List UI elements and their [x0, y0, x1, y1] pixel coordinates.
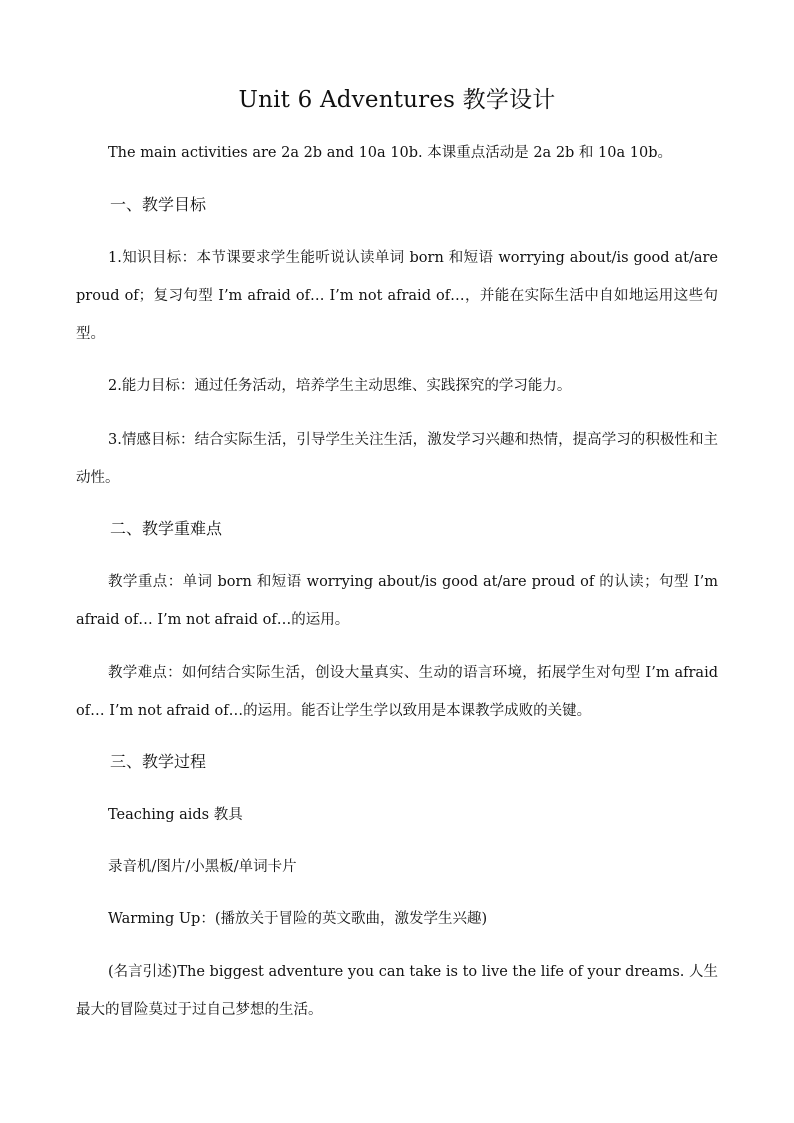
knowledge-goal-paragraph: 1.知识目标：本节课要求学生能听说认读单词 born 和短语 worrying about/is good at/are proud of；复习句型 I’m afraid of… I’m not afraid of…，并能在实际生活中自如地运用这些句型。	[76, 250, 718, 342]
key-point-paragraph: 教学重点：单词 born 和短语 worrying about/is good at/are proud of 的认读；句型 I’m afraid of… I’m not afraid of…的运用。	[76, 574, 718, 628]
section-heading-key-points: 二、教学重难点	[110, 519, 223, 538]
warming-up-paragraph: Warming Up：(播放关于冒险的英文歌曲，激发学生兴趣)	[108, 911, 488, 927]
difficult-point-paragraph: 教学难点：如何结合实际生活，创设大量真实、生动的语言环境，拓展学生对句型 I’m afraid of… I’m not afraid of…的运用。能否让学生学以致用是本课教学成败的关键。	[76, 665, 718, 719]
intro-paragraph: The main activities are 2a 2b and 10a 10b. 本课重点活动是 2a 2b 和 10a 10b。	[108, 145, 672, 161]
teaching-aids-label: Teaching aids 教具	[108, 807, 243, 823]
emotion-goal-paragraph: 3.情感目标：结合实际生活，引导学生关注生活，激发学习兴趣和热情，提高学习的积极性和主动性。	[76, 432, 718, 486]
quote-paragraph: (名言引述)The biggest adventure you can take is to live the life of your dreams. 人生最大的冒险莫过于过自己梦想的生活。	[76, 964, 718, 1018]
section-heading-process: 三、教学过程	[110, 752, 207, 771]
document-title: Unit 6 Adventures 教学设计	[238, 87, 556, 113]
teaching-aids-list: 录音机/图片/小黑板/单词卡片	[108, 859, 297, 875]
section-heading-objectives: 一、教学目标	[110, 195, 207, 214]
ability-goal-paragraph: 2.能力目标：通过任务活动，培养学生主动思维、实践探究的学习能力。	[108, 378, 572, 394]
